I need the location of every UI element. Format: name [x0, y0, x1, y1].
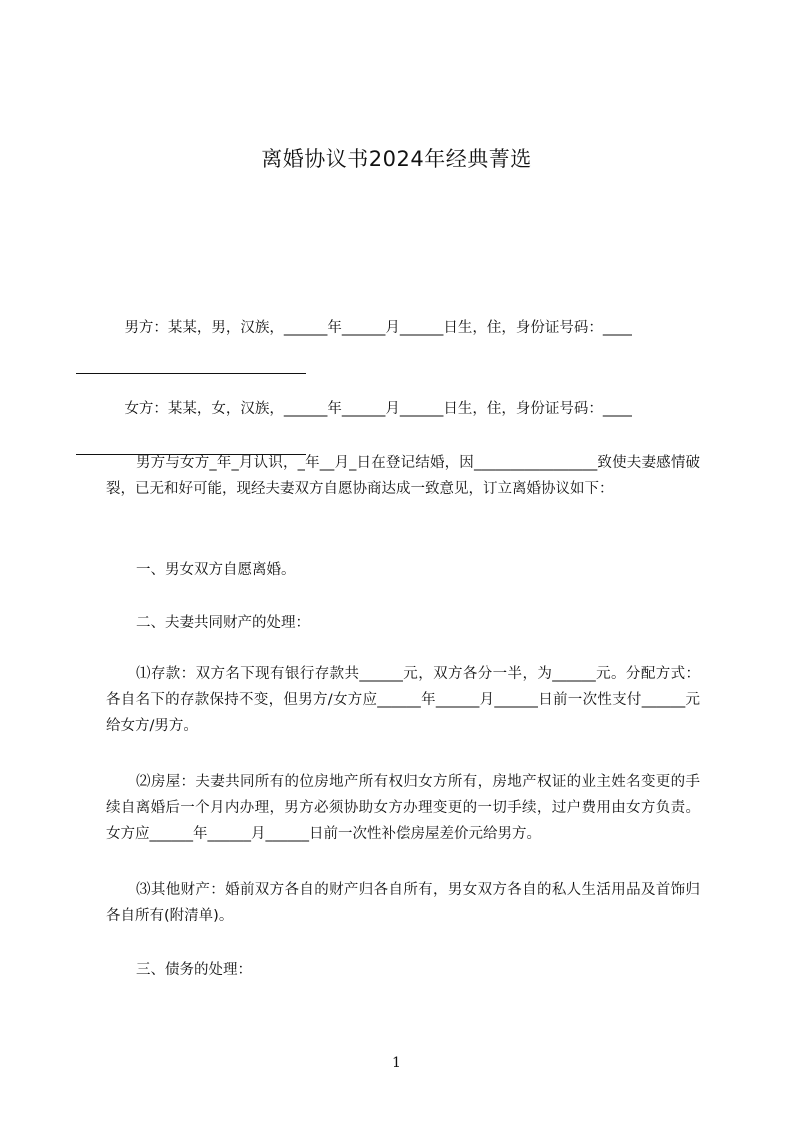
page-number: 1	[392, 1055, 401, 1071]
section-2-heading: 二、夫妻共同财产的处理：	[136, 615, 310, 631]
document-title: 离婚协议书2024年经典菁选	[261, 147, 532, 171]
deposit-paragraph: ⑴存款：双方名下现有银行存款共______元，双方各分一半，为______元。分配方式：各自名下的存款保持不变，但男方/女方应______年______月______日前一次性支付______元给女方/男方。	[106, 666, 700, 734]
house-paragraph: ⑵房屋：夫妻共同所有的位房地产所有权归女方所有，房地产权证的业主姓名变更的手续自离婚后一个月内办理，男方必须协助女方办理变更的一切手续，过户费用由女方负责。女方应______年______月______日前一次性补偿房屋差价元给男方。	[106, 774, 700, 842]
female-party-text: 女方：某某，女，汉族，______年______月______日生，住，身份证号码：____	[124, 401, 632, 417]
section-3-heading: 三、债务的处理：	[136, 962, 252, 978]
other-property-paragraph: ⑶其他财产：婚前双方各自的财产归各自所有，男女双方各自的私人生活用品及首饰归各自所有(附清单)。	[106, 882, 700, 924]
section-1-heading: 一、男女双方自愿离婚。	[136, 562, 296, 578]
intro-paragraph: 男方与女方_年_月认识，_年__月_日在登记结婚，因_________________致使夫妻感情破裂，已无和好可能，现经夫妻双方自愿协商达成一致意见，订立离婚协议如下：	[106, 455, 700, 497]
male-party-text: 男方：某某，男，汉族，______年______月______日生，住，身份证号码：____	[124, 320, 632, 336]
